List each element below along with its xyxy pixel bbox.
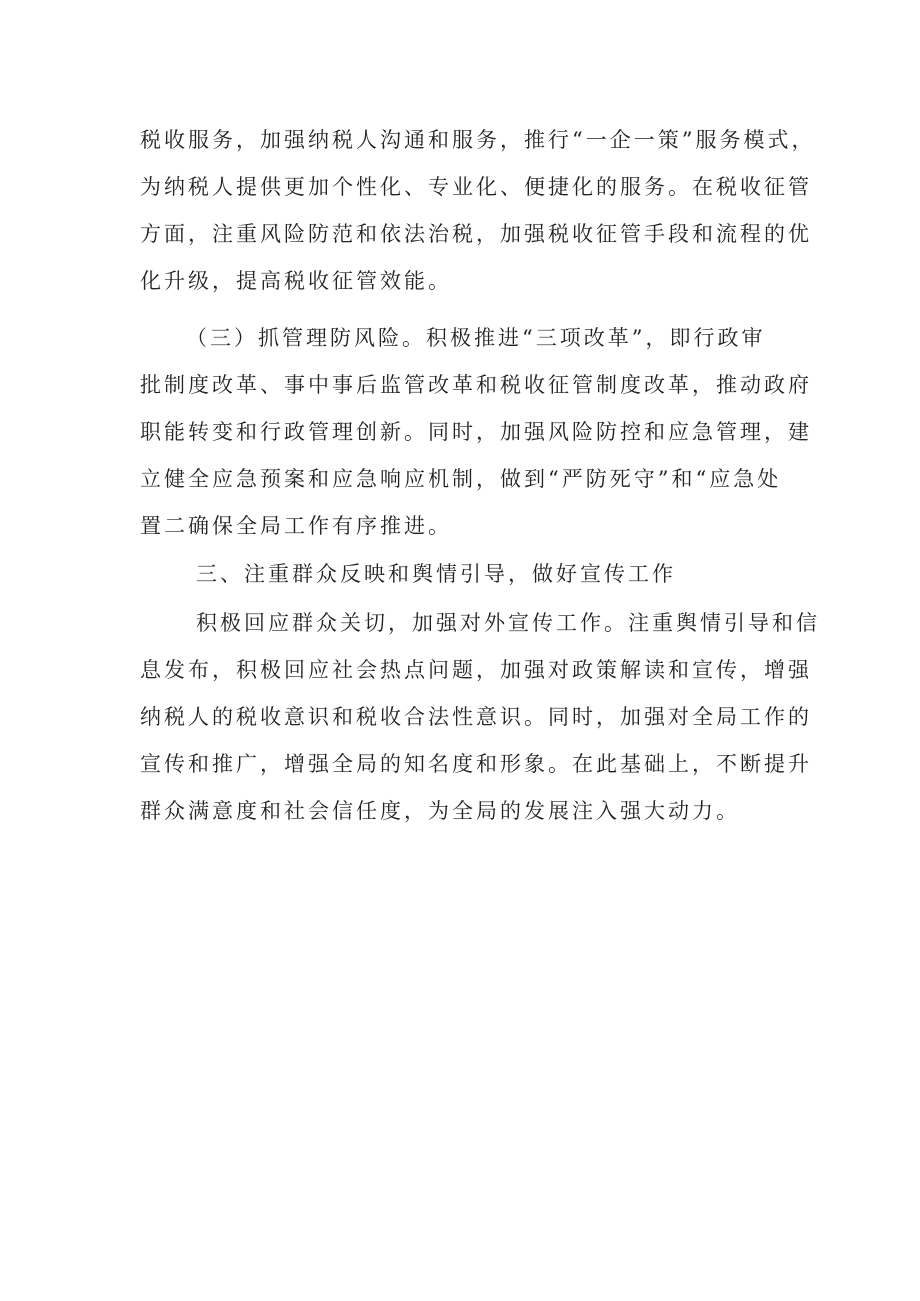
subsection-heading-line: （三）抓管理防风险。积极推进“三项改革”，即行政审 [186, 326, 766, 350]
paragraph-line: 为纳税人提供更加个性化、专业化、便捷化的服务。在税收征管 [140, 175, 812, 199]
paragraph-line: 职能转变和行政管理创新。同时，加强风险防控和应急管理，建 [140, 420, 812, 444]
paragraph-line: 息发布，积极回应社会热点问题，加强对政策解读和宣传，增强 [140, 658, 812, 682]
paragraph-line: 置二确保全局工作有序推进。 [140, 514, 452, 538]
paragraph-line: 批制度改革、事中事后监管改革和税收征管制度改革，推动政府 [140, 373, 812, 397]
paragraph-line: 立健全应急预案和应急响应机制，做到“严防死守”和“应急处 [140, 467, 782, 491]
paragraph-line: 群众满意度和社会信任度，为全局的发展注入强大动力。 [140, 799, 740, 823]
paragraph-line: 税收服务，加强纳税人沟通和服务，推行“一企一策”服务模式， [140, 128, 816, 152]
paragraph-line: 纳税人的税收意识和税收合法性意识。同时，加强对全局工作的 [140, 705, 812, 729]
paragraph-line: 宣传和推广，增强全局的知名度和形象。在此基础上，不断提升 [140, 752, 812, 776]
paragraph-line: 方面，注重风险防范和依法治税，加强税收征管手段和流程的优 [140, 222, 812, 246]
paragraph-line: 积极回应群众关切，加强对外宣传工作。注重舆情引导和信 [196, 611, 820, 635]
section-heading: 三、注重群众反映和舆情引导，做好宣传工作 [196, 562, 676, 586]
paragraph-line: 化升级，提高税收征管效能。 [140, 269, 452, 293]
